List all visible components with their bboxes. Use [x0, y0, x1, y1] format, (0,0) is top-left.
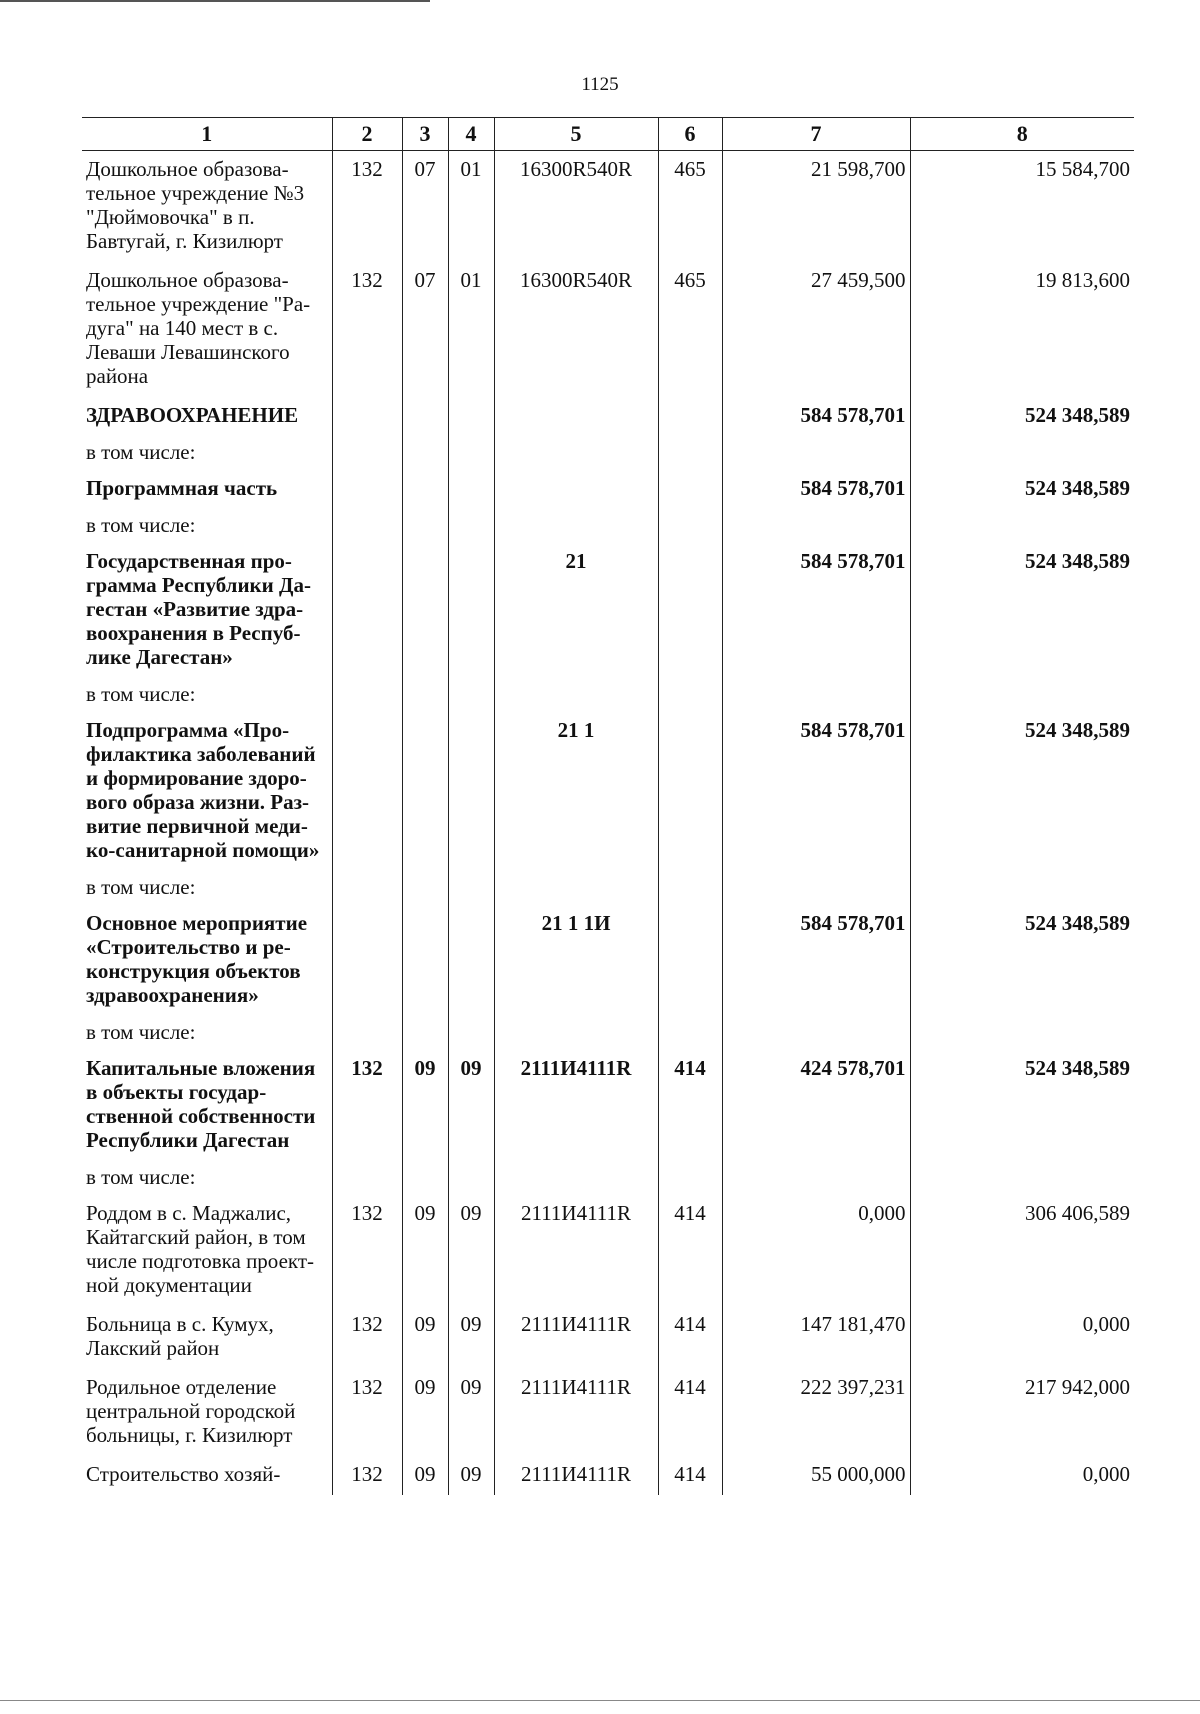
expense-type-cell	[658, 871, 722, 905]
section-cell: 07	[402, 262, 448, 397]
table-row	[82, 905, 1134, 1016]
amount-col8-cell	[910, 871, 1134, 905]
ministry-code-cell	[332, 1161, 402, 1195]
ministry-code-cell: 132	[332, 151, 402, 263]
expense-type-cell	[658, 543, 722, 678]
section-cell	[402, 543, 448, 678]
amount-col7-cell: 21 598,700	[722, 151, 910, 263]
amount-col8-cell: 15 584,700	[910, 151, 1134, 263]
section-cell	[402, 509, 448, 543]
subsection-cell	[448, 397, 494, 436]
name-cell: Дошкольное образова-тельное учреждение "Ра-дуга" на 140 мест в с. Леваши Левашинского района	[86, 268, 311, 388]
amount-col8-cell	[910, 436, 1134, 470]
column-header-1: 1	[82, 118, 332, 151]
amount-col8-cell: 0,000	[910, 1306, 1134, 1369]
table-row	[82, 1016, 1134, 1050]
section-cell	[402, 871, 448, 905]
target-article-cell: 21 1	[494, 712, 658, 871]
target-article-cell	[494, 678, 658, 712]
subsection-cell	[448, 470, 494, 509]
name-cell: Государственная про-грамма Республики Да-гестан «Развитие здра-воохранения в Респуб-лике Дагестан»	[86, 549, 311, 669]
name-cell: Строительство хозяй-	[86, 1462, 281, 1486]
amount-col7-cell: 222 397,231	[722, 1369, 910, 1456]
section-cell	[402, 1016, 448, 1050]
expense-type-cell	[658, 397, 722, 436]
section-cell: 09	[402, 1050, 448, 1161]
subsection-cell	[448, 509, 494, 543]
table-row	[82, 470, 1134, 509]
expense-type-cell: 414	[658, 1369, 722, 1456]
amount-col8-cell: 19 813,600	[910, 262, 1134, 397]
amount-col8-cell: 306 406,589	[910, 1195, 1134, 1306]
subsection-cell	[448, 543, 494, 678]
amount-col7-cell: 424 578,701	[722, 1050, 910, 1161]
ministry-code-cell: 132	[332, 1050, 402, 1161]
target-article-cell	[494, 871, 658, 905]
ministry-code-cell	[332, 871, 402, 905]
amount-col8-cell: 524 348,589	[910, 543, 1134, 678]
subsection-cell: 09	[448, 1369, 494, 1456]
amount-col7-cell: 584 578,701	[722, 470, 910, 509]
expense-type-cell: 414	[658, 1306, 722, 1369]
target-article-cell	[494, 436, 658, 470]
section-cell: 09	[402, 1456, 448, 1495]
name-cell: Дошкольное образова-тельное учреждение №3 "Дюймовочка" в п. Бавтугай, г. Кизилюрт	[86, 157, 305, 253]
name-cell: Программная часть	[86, 476, 278, 500]
amount-col7-cell	[722, 436, 910, 470]
name-cell: Основное мероприятие «Строительство и ре-конструкция объектов здравоохранения»	[86, 911, 308, 1007]
amount-col8-cell	[910, 1161, 1134, 1195]
expense-type-cell	[658, 1016, 722, 1050]
table-row	[82, 1306, 1134, 1369]
target-article-cell	[494, 470, 658, 509]
top-rule	[0, 0, 430, 2]
amount-col8-cell: 524 348,589	[910, 905, 1134, 1016]
column-header-6: 6	[658, 118, 722, 151]
header-row	[82, 118, 1134, 151]
expense-type-cell	[658, 436, 722, 470]
ministry-code-cell	[332, 397, 402, 436]
table-row	[82, 509, 1134, 543]
amount-col7-cell	[722, 1016, 910, 1050]
name-cell: в том числе:	[86, 1165, 196, 1189]
subsection-cell: 09	[448, 1050, 494, 1161]
section-cell	[402, 470, 448, 509]
amount-col7-cell	[722, 1161, 910, 1195]
amount-col7-cell	[722, 871, 910, 905]
target-article-cell: 2111И4111R	[494, 1195, 658, 1306]
amount-col7-cell: 584 578,701	[722, 397, 910, 436]
budget-table	[82, 117, 1134, 1495]
section-cell	[402, 905, 448, 1016]
section-cell	[402, 678, 448, 712]
name-cell: Капитальные вложения в объекты государ-ственной собственности Республики Дагестан	[86, 1056, 316, 1152]
expense-type-cell: 414	[658, 1456, 722, 1495]
table-row	[82, 436, 1134, 470]
amount-col8-cell	[910, 509, 1134, 543]
amount-col7-cell	[722, 509, 910, 543]
subsection-cell	[448, 905, 494, 1016]
table-row	[82, 262, 1134, 397]
name-cell: Роддом в с. Маджалис, Кайтагский район, в том числе подготовка проект-ной документации	[86, 1201, 314, 1297]
section-cell	[402, 397, 448, 436]
column-header-8: 8	[910, 118, 1134, 151]
amount-col7-cell: 0,000	[722, 1195, 910, 1306]
target-article-cell: 16300R540R	[494, 262, 658, 397]
amount-col7-cell	[722, 678, 910, 712]
section-cell: 09	[402, 1369, 448, 1456]
ministry-code-cell	[332, 543, 402, 678]
amount-col8-cell: 0,000	[910, 1456, 1134, 1495]
target-article-cell	[494, 509, 658, 543]
ministry-code-cell	[332, 470, 402, 509]
ministry-code-cell	[332, 905, 402, 1016]
table-row	[82, 678, 1134, 712]
column-header-5: 5	[494, 118, 658, 151]
subsection-cell	[448, 436, 494, 470]
amount-col8-cell: 524 348,589	[910, 1050, 1134, 1161]
expense-type-cell	[658, 712, 722, 871]
table-row	[82, 1369, 1134, 1456]
amount-col7-cell: 584 578,701	[722, 543, 910, 678]
target-article-cell: 21 1 1И	[494, 905, 658, 1016]
name-cell: ЗДРАВООХРАНЕНИЕ	[86, 403, 299, 427]
subsection-cell: 09	[448, 1456, 494, 1495]
target-article-cell: 21	[494, 543, 658, 678]
target-article-cell: 16300R540R	[494, 151, 658, 263]
subsection-cell	[448, 1161, 494, 1195]
ministry-code-cell	[332, 712, 402, 871]
section-cell	[402, 1161, 448, 1195]
target-article-cell: 2111И4111R	[494, 1369, 658, 1456]
subsection-cell	[448, 1016, 494, 1050]
amount-col7-cell: 147 181,470	[722, 1306, 910, 1369]
section-cell	[402, 436, 448, 470]
table-row	[82, 1161, 1134, 1195]
name-cell: Больница в с. Кумух, Лакский район	[86, 1312, 274, 1360]
column-header-7: 7	[722, 118, 910, 151]
name-cell: Подпрограмма «Про-филактика заболеваний и формирование здоро-вого образа жизни. Раз-витие первичной меди-ко-санитарной помощи»	[86, 718, 320, 862]
ministry-code-cell	[332, 1016, 402, 1050]
subsection-cell: 09	[448, 1195, 494, 1306]
table-row	[82, 871, 1134, 905]
target-article-cell: 2111И4111R	[494, 1050, 658, 1161]
ministry-code-cell	[332, 678, 402, 712]
section-cell: 07	[402, 151, 448, 263]
expense-type-cell	[658, 470, 722, 509]
section-cell: 09	[402, 1306, 448, 1369]
table-row	[82, 151, 1134, 263]
amount-col8-cell: 524 348,589	[910, 397, 1134, 436]
column-header-3: 3	[402, 118, 448, 151]
expense-type-cell: 465	[658, 151, 722, 263]
expense-type-cell	[658, 1161, 722, 1195]
ministry-code-cell	[332, 436, 402, 470]
expense-type-cell: 414	[658, 1050, 722, 1161]
subsection-cell	[448, 678, 494, 712]
subsection-cell: 01	[448, 151, 494, 263]
bottom-rule	[0, 1700, 1200, 1701]
name-cell: в том числе:	[86, 513, 196, 537]
amount-col7-cell: 55 000,000	[722, 1456, 910, 1495]
table-row	[82, 397, 1134, 436]
expense-type-cell: 465	[658, 262, 722, 397]
section-cell	[402, 712, 448, 871]
ministry-code-cell	[332, 509, 402, 543]
amount-col8-cell: 524 348,589	[910, 712, 1134, 871]
ministry-code-cell: 132	[332, 1369, 402, 1456]
target-article-cell	[494, 1016, 658, 1050]
subsection-cell	[448, 871, 494, 905]
amount-col8-cell: 217 942,000	[910, 1369, 1134, 1456]
ministry-code-cell: 132	[332, 1306, 402, 1369]
table-body	[82, 151, 1134, 1496]
amount-col8-cell: 524 348,589	[910, 470, 1134, 509]
expense-type-cell: 414	[658, 1195, 722, 1306]
page-number: 1125	[581, 74, 619, 95]
expense-type-cell	[658, 509, 722, 543]
expense-type-cell	[658, 678, 722, 712]
table-row	[82, 1195, 1134, 1306]
column-header-4: 4	[448, 118, 494, 151]
name-cell: в том числе:	[86, 1020, 196, 1044]
section-cell: 09	[402, 1195, 448, 1306]
name-cell: в том числе:	[86, 875, 196, 899]
table-row	[82, 1456, 1134, 1495]
table-row	[82, 1050, 1134, 1161]
target-article-cell	[494, 1161, 658, 1195]
ministry-code-cell: 132	[332, 262, 402, 397]
name-cell: в том числе:	[86, 682, 196, 706]
amount-col7-cell: 584 578,701	[722, 905, 910, 1016]
table-row	[82, 543, 1134, 678]
table-row	[82, 712, 1134, 871]
expense-type-cell	[658, 905, 722, 1016]
amount-col8-cell	[910, 1016, 1134, 1050]
target-article-cell: 2111И4111R	[494, 1306, 658, 1369]
amount-col7-cell: 584 578,701	[722, 712, 910, 871]
subsection-cell: 09	[448, 1306, 494, 1369]
ministry-code-cell: 132	[332, 1195, 402, 1306]
name-cell: в том числе:	[86, 440, 196, 464]
ministry-code-cell: 132	[332, 1456, 402, 1495]
subsection-cell: 01	[448, 262, 494, 397]
target-article-cell	[494, 397, 658, 436]
amount-col8-cell	[910, 678, 1134, 712]
subsection-cell	[448, 712, 494, 871]
target-article-cell: 2111И4111R	[494, 1456, 658, 1495]
column-header-2: 2	[332, 118, 402, 151]
name-cell: Родильное отделение центральной городской больницы, г. Кизилюрт	[86, 1375, 296, 1447]
amount-col7-cell: 27 459,500	[722, 262, 910, 397]
